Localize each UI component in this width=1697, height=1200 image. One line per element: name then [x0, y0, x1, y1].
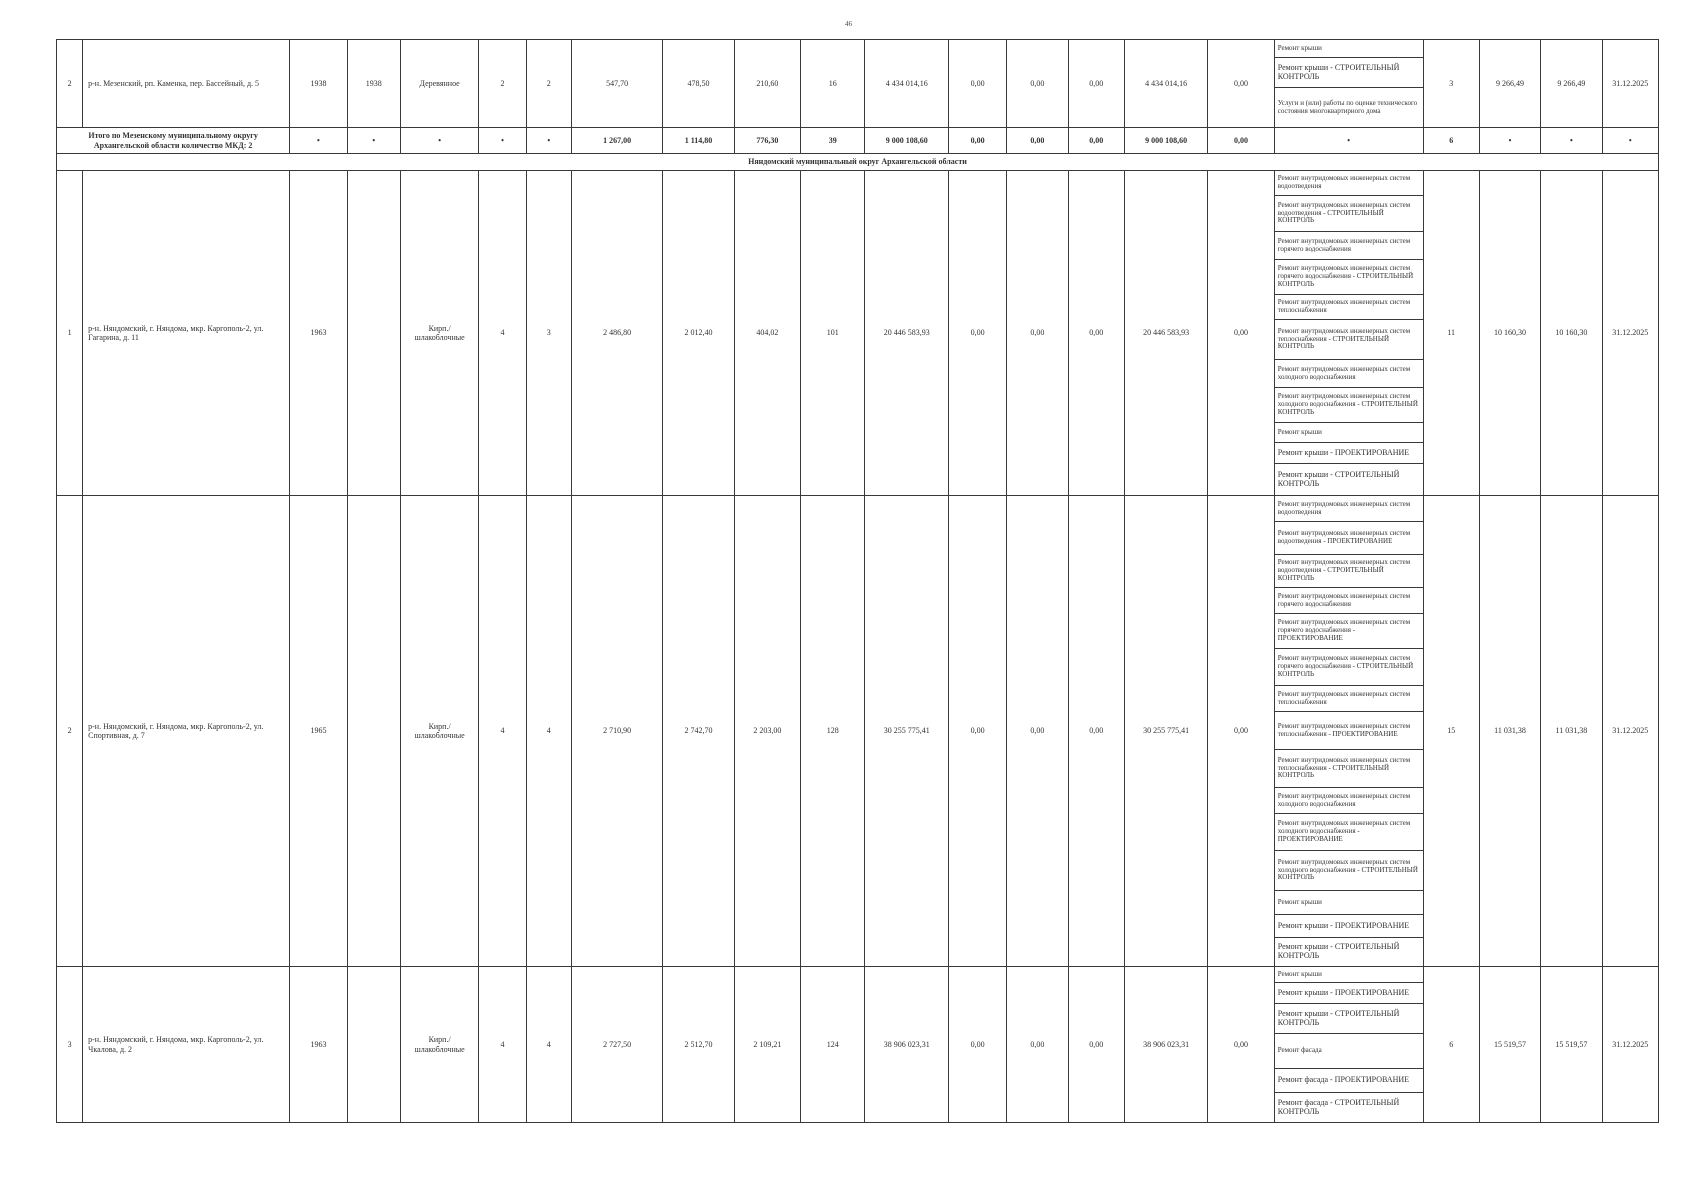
work-item: Ремонт внутридомовых инженерных систем теплоснабжения - СТРОИТЕЛЬНЫЙ КОНТРОЛЬ: [1275, 750, 1423, 788]
fund-regional-cell: 0,00: [1007, 496, 1068, 967]
region-header-row: [57, 154, 1659, 171]
year-built-cell: 1963: [290, 967, 347, 1123]
work-item: Ремонт крыши - ПРОЕКТИРОВАНИЕ: [1275, 443, 1423, 464]
total-area-cell: 547,70: [571, 40, 663, 128]
region-title: Няндомский муниципальный округ Архангельской области: [57, 154, 1659, 171]
fund-local-cell: 0,00: [1068, 967, 1124, 1123]
unit-cost-cell: 9 266,49: [1479, 40, 1540, 128]
work-item: Ремонт внутридомовых инженерных систем теплоснабжения - ПРОЕКТИРОВАНИЕ: [1275, 712, 1423, 750]
table-body: [57, 40, 1659, 1123]
works-cell: [1274, 967, 1423, 1123]
entrances-cell: 2: [526, 40, 571, 128]
address-cell: р-н. Няндомский, г. Няндома, мкр. Каргополь-2, ул. Чкалова, д. 2: [83, 967, 290, 1123]
fund-other-cell: 0,00: [1208, 171, 1274, 496]
max-unit-cost-cell: 11 031,38: [1541, 496, 1602, 967]
address-cell: р-н. Няндомский, г. Няндома, мкр. Каргополь-2, ул. Спортивная, д. 7: [83, 496, 290, 967]
address-cell: р-н. Мезенский, рп. Каменка, пер. Бассейный, д. 5: [83, 40, 290, 128]
work-item: Ремонт внутридомовых инженерных систем холодного водоснабжения - СТРОИТЕЛЬНЫЙ КОНТРОЛЬ: [1275, 851, 1423, 891]
works-list: [1275, 967, 1423, 1122]
work-item: Ремонт внутридомовых инженерных систем водоотведения: [1275, 496, 1423, 522]
work-item: Ремонт внутридомовых инженерных систем холодного водоснабжения - СТРОИТЕЛЬНЫЙ КОНТРОЛЬ: [1275, 388, 1423, 423]
row-number-cell: 2: [57, 496, 83, 967]
residents-cell: 39: [801, 128, 865, 154]
deadline-cell: 31.12.2025: [1602, 171, 1658, 496]
fund-owners-cell: 9 000 108,60: [1124, 128, 1207, 154]
premises-area-cell: 1 114,80: [663, 128, 734, 154]
premises-area-cell: 478,50: [663, 40, 734, 128]
premises-area-cell: 2 012,40: [663, 171, 734, 496]
works-list: [1275, 40, 1423, 127]
entrances-cell: 4: [526, 496, 571, 967]
fund-local-cell: 0,00: [1068, 40, 1124, 128]
table-row: [57, 496, 1659, 967]
residential-area-cell: 210,60: [734, 40, 800, 128]
works-count-cell: 15: [1423, 496, 1479, 967]
max-unit-cost-cell: 9 266,49: [1541, 40, 1602, 128]
fund-fkr-cell: 0,00: [948, 171, 1006, 496]
work-item: Ремонт внутридомовых инженерных систем горячего водоснабжения - ПРОЕКТИРОВАНИЕ: [1275, 614, 1423, 649]
max-unit-cost-cell: •: [1541, 128, 1602, 154]
residents-cell: 101: [801, 171, 865, 496]
fund-owners-cell: 4 434 014,16: [1124, 40, 1207, 128]
row-number-cell: 3: [57, 967, 83, 1123]
fund-other-cell: 0,00: [1208, 40, 1274, 128]
fund-fkr-cell: 0,00: [948, 496, 1006, 967]
work-item: Ремонт внутридомовых инженерных систем горячего водоснабжения: [1275, 588, 1423, 614]
unit-cost-cell: •: [1479, 128, 1540, 154]
table-row: [57, 40, 1659, 128]
wall-material-cell: Кирп./шлакоблочные: [400, 496, 478, 967]
fund-other-cell: 0,00: [1208, 128, 1274, 154]
entrances-cell: 3: [526, 171, 571, 496]
capital-repair-table: [56, 39, 1659, 1123]
residential-area-cell: 2 109,21: [734, 967, 800, 1123]
fund-regional-cell: 0,00: [1007, 40, 1068, 128]
work-item: Ремонт внутридомовых инженерных систем холодного водоснабжения - ПРОЕКТИРОВАНИЕ: [1275, 814, 1423, 851]
year-built-cell: 1965: [290, 496, 347, 967]
work-item: Ремонт внутридомовых инженерных систем теплоснабжения - СТРОИТЕЛЬНЫЙ КОНТРОЛЬ: [1275, 320, 1423, 360]
residential-area-cell: 776,30: [734, 128, 800, 154]
total-cost-cell: 4 434 014,16: [865, 40, 948, 128]
fund-regional-cell: 0,00: [1007, 171, 1068, 496]
fund-other-cell: 0,00: [1208, 496, 1274, 967]
fund-owners-cell: 38 906 023,31: [1124, 967, 1207, 1123]
year-built-cell: •: [290, 128, 347, 154]
works-cell: [1274, 40, 1423, 128]
work-item: Ремонт внутридомовых инженерных систем горячего водоснабжения - СТРОИТЕЛЬНЫЙ КОНТРОЛЬ: [1275, 260, 1423, 295]
works-cell: [1274, 171, 1423, 496]
max-unit-cost-cell: 10 160,30: [1541, 171, 1602, 496]
year-commissioned-cell: [347, 967, 400, 1123]
wall-material-cell: Кирп./шлакоблочные: [400, 171, 478, 496]
works-cell: [1274, 496, 1423, 967]
work-item: Ремонт фасада - СТРОИТЕЛЬНЫЙ КОНТРОЛЬ: [1277, 1097, 1400, 1116]
fund-regional-cell: 0,00: [1007, 967, 1068, 1123]
work-item: Ремонт крыши: [1275, 967, 1423, 983]
work-item: Ремонт внутридомовых инженерных систем холодного водоснабжения: [1275, 360, 1423, 388]
works-count-cell: 11: [1423, 171, 1479, 496]
work-item: Ремонт крыши - СТРОИТЕЛЬНЫЙ КОНТРОЛЬ: [1277, 942, 1400, 960]
wall-material-cell: •: [400, 128, 478, 154]
residential-area-cell: 404,02: [734, 171, 800, 496]
deadline-cell: 31.12.2025: [1602, 496, 1658, 967]
max-unit-cost-cell: 15 519,57: [1541, 967, 1602, 1123]
floors-cell: •: [479, 128, 526, 154]
works-count-cell: 6: [1423, 128, 1479, 154]
work-item: Услуги и (или) работы по оценке технического состояния многоквартирного дома: [1277, 98, 1418, 115]
total-label: Итого по Мезенскому муниципальному округу Архангельской области количество МКД: 2: [57, 128, 290, 154]
work-item: Ремонт крыши: [1275, 891, 1423, 915]
total-area-cell: 2 486,80: [571, 171, 663, 496]
total-cost-cell: 30 255 775,41: [865, 496, 948, 967]
fund-fkr-cell: 0,00: [948, 128, 1006, 154]
fund-fkr-cell: 0,00: [948, 967, 1006, 1123]
total-area-cell: 2 710,90: [571, 496, 663, 967]
floors-cell: 4: [479, 496, 526, 967]
work-item: Ремонт внутридомовых инженерных систем холодного водоснабжения: [1275, 788, 1423, 814]
work-item: Ремонт фасада: [1275, 1034, 1423, 1069]
entrances-cell: 4: [526, 967, 571, 1123]
work-item: Ремонт крыши - ПРОЕКТИРОВАНИЕ: [1275, 915, 1423, 938]
year-commissioned-cell: [347, 496, 400, 967]
work-item: Ремонт внутридомовых инженерных систем водоотведения - СТРОИТЕЛЬНЫЙ КОНТРОЛЬ: [1275, 555, 1423, 588]
unit-cost-cell: 10 160,30: [1479, 171, 1540, 496]
works-count-cell: 6: [1423, 967, 1479, 1123]
work-item: Ремонт внутридомовых инженерных систем теплоснабжения: [1275, 295, 1423, 320]
fund-owners-cell: 20 446 583,93: [1124, 171, 1207, 496]
table-row: [57, 171, 1659, 496]
premises-area-cell: 2 512,70: [663, 967, 734, 1123]
works-count-cell: 3: [1423, 40, 1479, 128]
address-cell: р-н. Няндомский, г. Няндома, мкр. Каргополь-2, ул. Гагарина, д. 11: [83, 171, 290, 496]
work-item: Ремонт крыши: [1275, 40, 1423, 58]
work-item: Ремонт крыши: [1275, 423, 1423, 443]
fund-local-cell: 0,00: [1068, 496, 1124, 967]
work-item: Ремонт крыши - СТРОИТЕЛЬНЫЙ КОНТРОЛЬ: [1275, 58, 1423, 88]
work-item: Ремонт крыши - ПРОЕКТИРОВАНИЕ: [1275, 983, 1423, 1004]
year-commissioned-cell: •: [347, 128, 400, 154]
total-cost-cell: 9 000 108,60: [865, 128, 948, 154]
entrances-cell: •: [526, 128, 571, 154]
premises-area-cell: 2 742,70: [663, 496, 734, 967]
residents-cell: 16: [801, 40, 865, 128]
row-number-cell: 2: [57, 40, 83, 128]
deadline-cell: •: [1602, 128, 1658, 154]
unit-cost-cell: 11 031,38: [1479, 496, 1540, 967]
fund-fkr-cell: 0,00: [948, 40, 1006, 128]
year-commissioned-cell: 1938: [347, 40, 400, 128]
work-item: Ремонт внутридомовых инженерных систем водоотведения: [1275, 171, 1423, 196]
residents-cell: 128: [801, 496, 865, 967]
year-built-cell: 1963: [290, 171, 347, 496]
page-number: 46: [845, 20, 852, 28]
fund-local-cell: 0,00: [1068, 128, 1124, 154]
unit-cost-cell: 15 519,57: [1479, 967, 1540, 1123]
fund-owners-cell: 30 255 775,41: [1124, 496, 1207, 967]
floors-cell: 2: [479, 40, 526, 128]
work-item: Ремонт фасада - ПРОЕКТИРОВАНИЕ: [1275, 1069, 1423, 1093]
works-list: [1275, 496, 1423, 966]
floors-cell: 4: [479, 171, 526, 496]
deadline-cell: 31.12.2025: [1602, 40, 1658, 128]
row-number-cell: 1: [57, 171, 83, 496]
year-commissioned-cell: [347, 171, 400, 496]
residents-cell: 124: [801, 967, 865, 1123]
deadline-cell: 31.12.2025: [1602, 967, 1658, 1123]
residential-area-cell: 2 203,00: [734, 496, 800, 967]
total-cost-cell: 38 906 023,31: [865, 967, 948, 1123]
work-item: Ремонт крыши - СТРОИТЕЛЬНЫЙ КОНТРОЛЬ: [1275, 1004, 1423, 1034]
year-built-cell: 1938: [290, 40, 347, 128]
work-item: Ремонт внутридомовых инженерных систем водоотведения - ПРОЕКТИРОВАНИЕ: [1275, 522, 1423, 555]
work-item: Ремонт внутридомовых инженерных систем горячего водоснабжения: [1275, 232, 1423, 260]
total-row: [57, 128, 1659, 154]
work-item: Ремонт крыши - СТРОИТЕЛЬНЫЙ КОНТРОЛЬ: [1277, 469, 1400, 488]
wall-material-cell: Деревянное: [400, 40, 478, 128]
table-row: [57, 967, 1659, 1123]
total-cost-cell: 20 446 583,93: [865, 171, 948, 496]
work-item: Ремонт внутридомовых инженерных систем горячего водоснабжения - СТРОИТЕЛЬНЫЙ КОНТРОЛЬ: [1275, 649, 1423, 686]
total-area-cell: 1 267,00: [571, 128, 663, 154]
fund-regional-cell: 0,00: [1007, 128, 1068, 154]
floors-cell: 4: [479, 967, 526, 1123]
fund-other-cell: 0,00: [1208, 967, 1274, 1123]
work-item: Ремонт внутридомовых инженерных систем водоотведения - СТРОИТЕЛЬНЫЙ КОНТРОЛЬ: [1275, 196, 1423, 232]
work-item: Ремонт внутридомовых инженерных систем теплоснабжения: [1275, 686, 1423, 712]
wall-material-cell: Кирп./шлакоблочные: [400, 967, 478, 1123]
total-area-cell: 2 727,50: [571, 967, 663, 1123]
works-cell: •: [1274, 128, 1423, 154]
works-list: [1275, 171, 1423, 495]
fund-local-cell: 0,00: [1068, 171, 1124, 496]
